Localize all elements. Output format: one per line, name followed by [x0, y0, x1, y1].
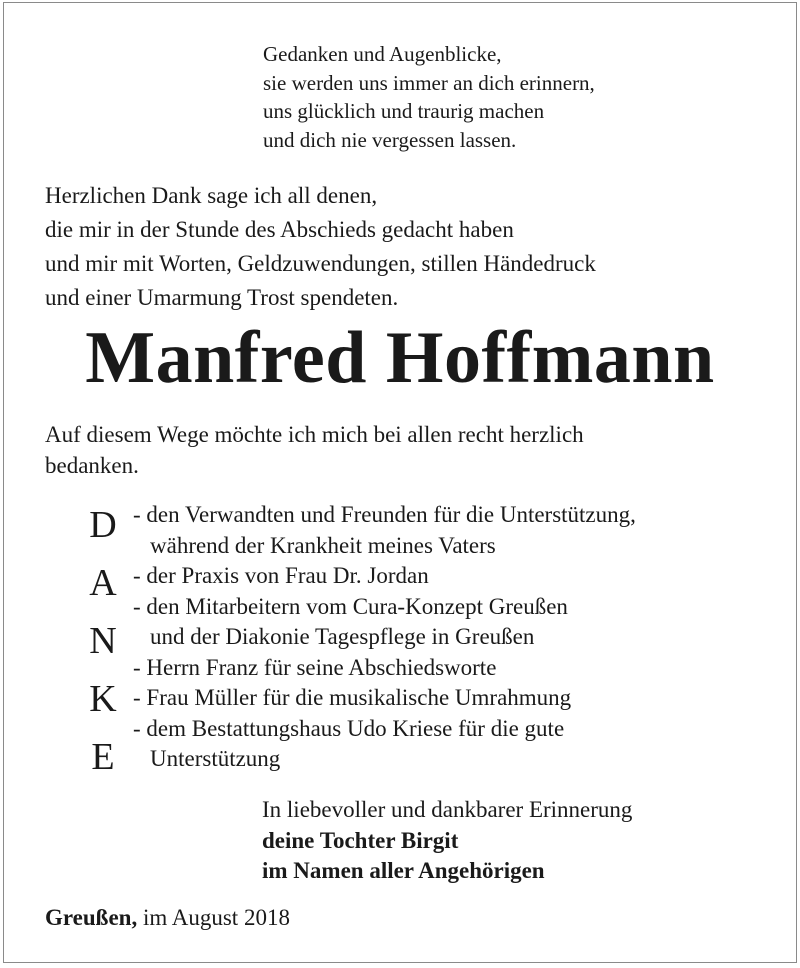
- poem-line: Gedanken und Augenblicke,: [263, 42, 502, 66]
- deceased-name: Manfred Hoffmann: [85, 317, 715, 399]
- danke-letter-e: E: [91, 736, 115, 778]
- danke-item: - den Mitarbeitern vom Cura-Konzept Greußen: [133, 593, 568, 619]
- danke-item-continuation: während der Krankheit meines Vaters: [150, 532, 496, 558]
- danke-letter-k: K: [89, 678, 117, 720]
- signature-name: deine Tochter Birgit: [262, 827, 459, 853]
- danke-letter-n: N: [89, 620, 117, 662]
- danke-item: - den Verwandten und Freunden für die Unterstützung,: [133, 502, 636, 527]
- danke-item-continuation: und der Diakonie Tagespflege in Greußen: [150, 624, 535, 649]
- danke-letter-d: D: [89, 504, 117, 546]
- thanks-line: die mir in der Stunde des Abschieds gedacht haben: [45, 217, 514, 242]
- intro-paragraph: [45, 419, 584, 481]
- danke-list: [133, 500, 636, 775]
- intro-line: Auf diesem Wege möchte ich mich bei allen recht herzlich: [45, 422, 584, 447]
- danke-letter-a: A: [89, 562, 117, 604]
- thanks-line: und mir mit Worten, Geldzuwendungen, stillen Händedruck: [45, 251, 596, 276]
- thank-you-notice: [3, 2, 797, 963]
- poem-verse: [263, 40, 595, 154]
- danke-acrostic: [83, 496, 123, 786]
- thanks-paragraph: [45, 179, 596, 315]
- poem-line: uns glücklich und traurig machen: [263, 99, 545, 123]
- poem-line: und dich nie vergessen lassen.: [263, 127, 517, 152]
- place-city: Greußen,: [45, 905, 138, 930]
- poem-line: sie werden uns immer an dich erinnern,: [263, 70, 595, 95]
- intro-line: bedanken.: [45, 453, 139, 478]
- danke-item: - Frau Müller für die musikalische Umrahmung: [133, 685, 572, 710]
- closing-signature: [262, 795, 632, 887]
- danke-item-continuation: Unterstützung: [150, 746, 281, 771]
- danke-item: - dem Bestattungshaus Udo Kriese für die gute: [133, 715, 565, 741]
- danke-item: - der Praxis von Frau Dr. Jordan: [133, 563, 429, 588]
- danke-item: - Herrn Franz für seine Abschiedsworte: [133, 654, 497, 680]
- place-date: [45, 903, 290, 933]
- closing-line: In liebevoller und dankbarer Erinnerung: [262, 797, 633, 822]
- thanks-line: und einer Umarmung Trost spendeten.: [45, 285, 399, 310]
- signature-family: im Namen aller Angehörigen: [262, 858, 545, 883]
- place-date-text: im August 2018: [142, 905, 290, 930]
- thanks-line: Herzlichen Dank sage ich all denen,: [45, 183, 378, 208]
